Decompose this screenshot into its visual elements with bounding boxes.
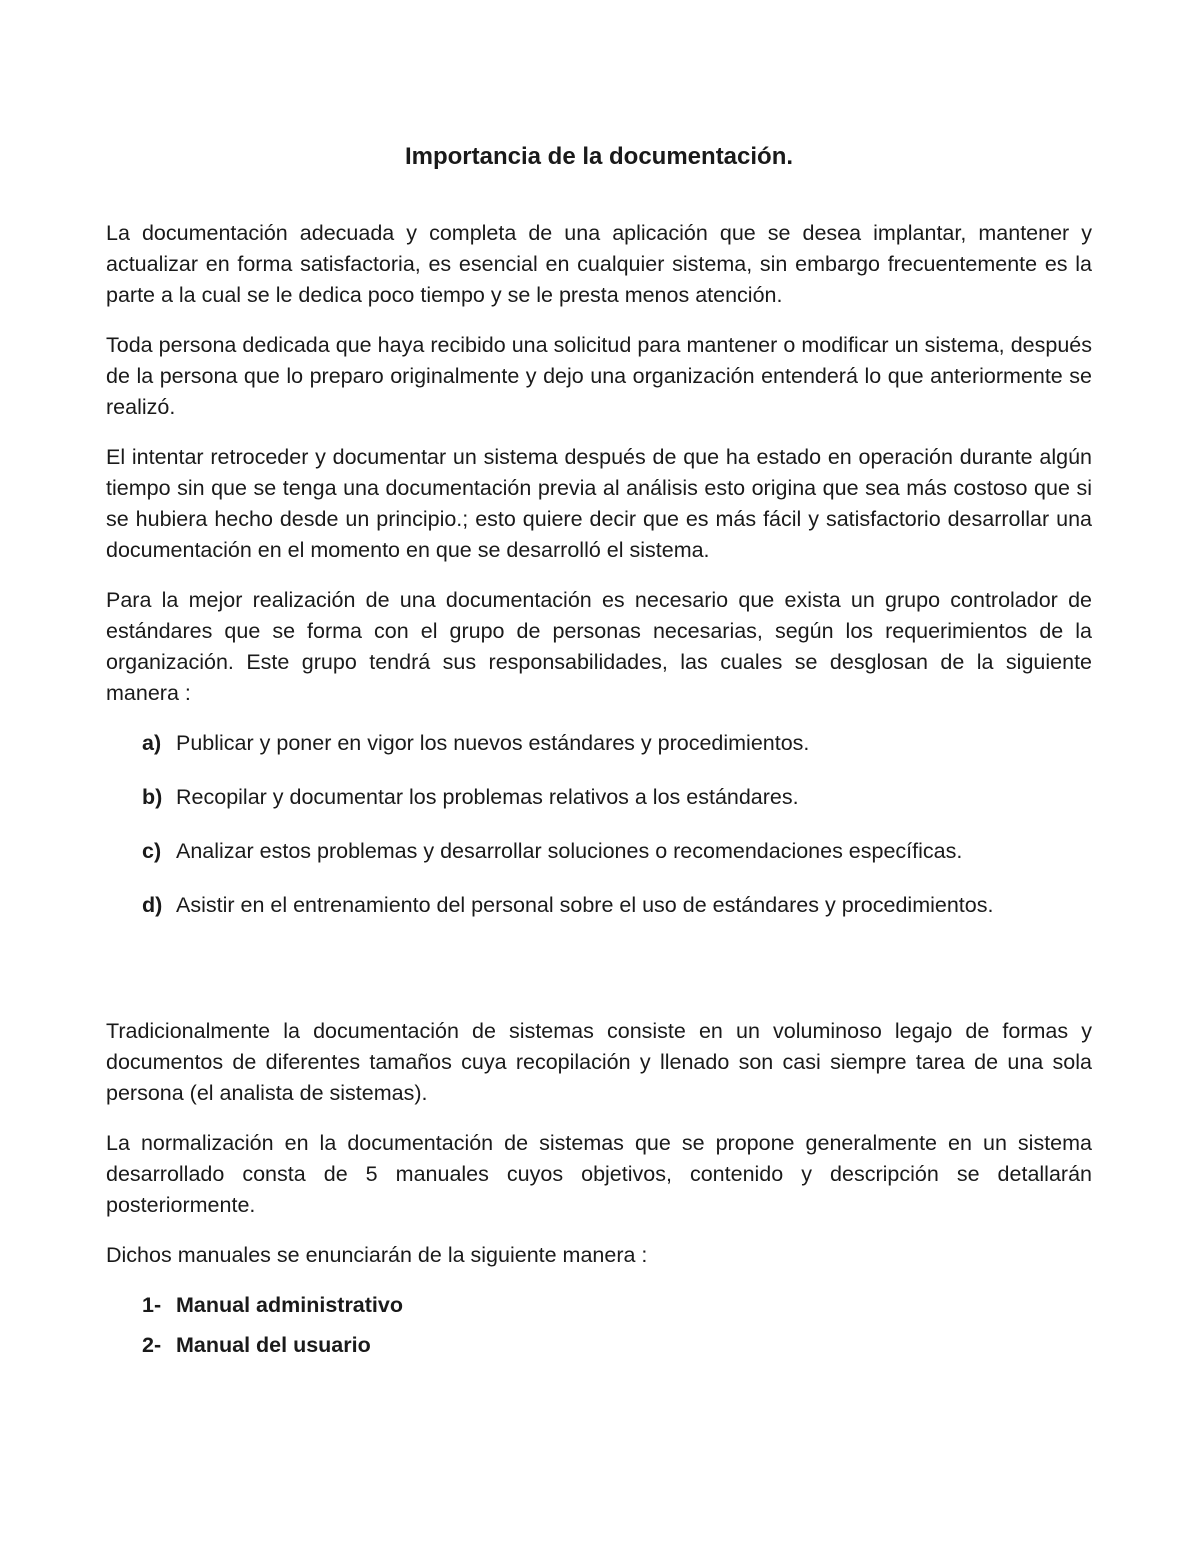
list-marker: a) [142,731,162,755]
list-item [142,890,1092,921]
manuals-list [106,1290,1092,1361]
list-item-text: Recopilar y documentar los problemas relativos a los estándares. [176,785,799,809]
paragraph-intro: La documentación adecuada y completa de una aplicación que se desea implantar, mantener y actualizar en forma satisfactoria, es esencial en cualquier sistema, sin embargo frecuentemente es la parte a la cual se le dedica poco tiempo y se le presta menos atención. [106,221,1092,307]
list-marker: c) [142,839,162,863]
paragraph-manuals-intro: Dichos manuales se enunciarán de la siguiente manera : [106,1243,648,1267]
list-marker: 1- [142,1293,162,1317]
list-item-text: Asistir en el entrenamiento del personal sobre el uso de estándares y procedimientos. [176,893,994,917]
list-item [142,1290,1092,1321]
list-item-text: Manual del usuario [176,1333,371,1357]
page-title: Importancia de la documentación. [404,143,794,170]
list-marker: d) [142,893,163,917]
list-item-text: Publicar y poner en vigor los nuevos estándares y procedimientos. [176,731,810,755]
paragraph-normalization: La normalización en la documentación de sistemas que se propone generalmente en un sistema desarrollado consta de 5 manuales cuyos objetivos, contenido y descripción se detallarán posteriormente. [106,1131,1092,1217]
spacer [106,944,1092,1016]
list-item [142,728,1092,759]
list-item-text: Manual administrativo [176,1293,403,1317]
list-marker: 2- [142,1333,162,1357]
paragraph-traditional: Tradicionalmente la documentación de sistemas consiste en un voluminoso legajo de formas y documentos de diferentes tamaños cuya recopilación y llenado son casi siempre tarea de una sola persona (el analista de sistemas). [106,1019,1092,1105]
list-item [142,782,1092,813]
paragraph-retroactive: El intentar retroceder y documentar un sistema después de que ha estado en operación durante algún tiempo sin que se tenga una documentación previa al análisis esto origina que sea más costoso que si se hubiera hecho desde un principio.; esto quiere decir que es más fácil y satisfactorio desarrollar una documentación en el momento en que se desarrolló el sistema. [106,445,1092,562]
list-item-text: Analizar estos problemas y desarrollar soluciones o recomendaciones específicas. [176,839,963,863]
paragraph-standards-group: Para la mejor realización de una documentación es necesario que exista un grupo controlador de estándares que se forma con el grupo de personas necesarias, según los requerimientos de la organización. Este grupo tendrá sus responsabilidades, las cuales se desglosan de la siguiente manera : [106,588,1092,705]
responsibilities-list [106,728,1092,921]
list-item [142,836,1092,867]
list-item [142,1330,1092,1361]
paragraph-maintenance: Toda persona dedicada que haya recibido una solicitud para mantener o modificar un sistema, después de la persona que lo preparo originalmente y dejo una organización entenderá lo que anteriormente se realizó. [106,333,1092,419]
list-marker: b) [142,785,163,809]
